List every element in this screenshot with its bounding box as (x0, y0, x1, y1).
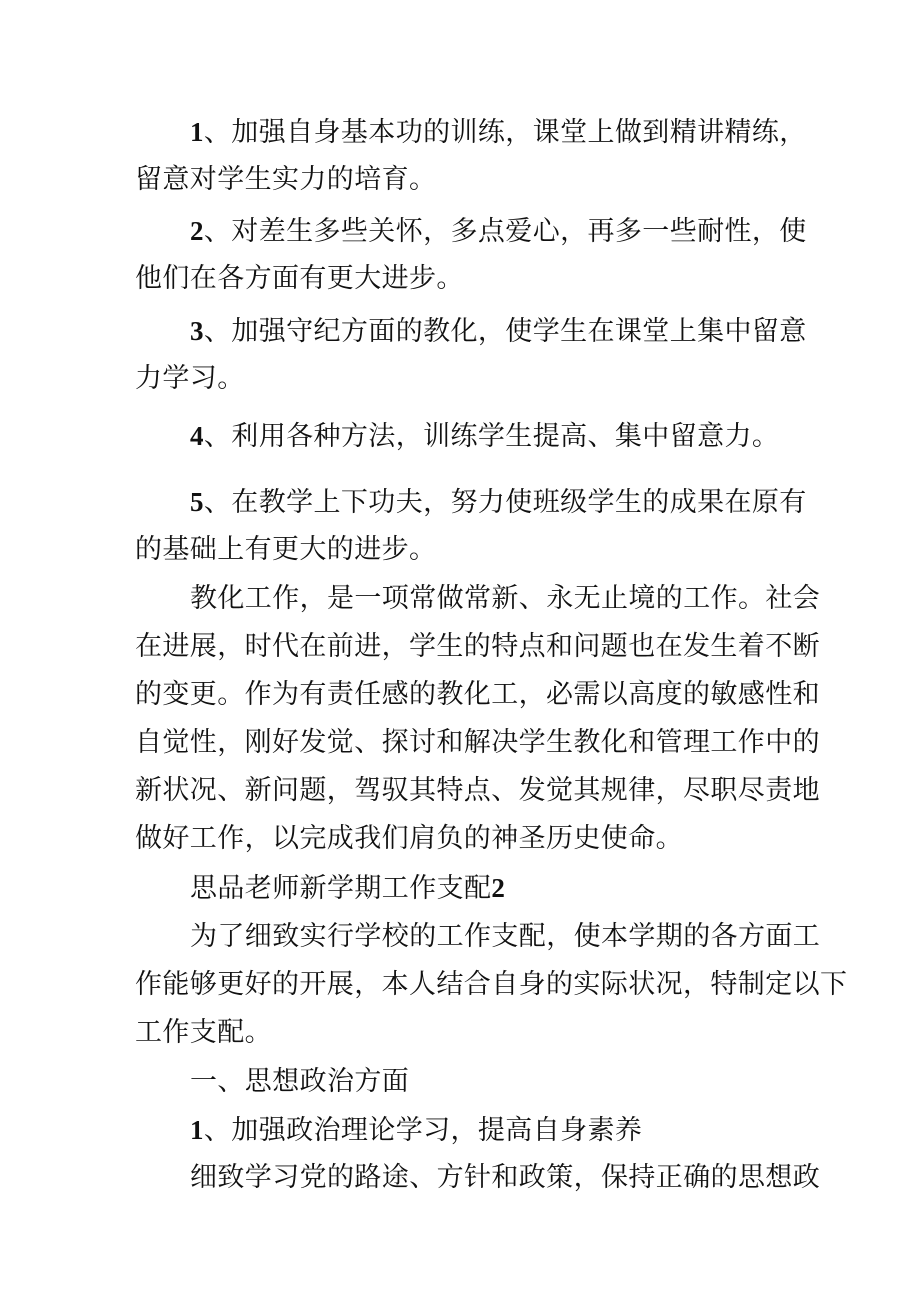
item-5-line-2: 的基础上有更大的进步。 (135, 534, 437, 565)
item-2-line-2: 他们在各方面有更大进步。 (135, 263, 464, 294)
item-4-number: 4 (190, 421, 204, 451)
item-4-text: 、利用各种方法，训练学生提高、集中留意力。 (203, 421, 780, 452)
item-2-line-1 (190, 215, 807, 248)
item-5-line-1 (190, 486, 807, 519)
section-title-number: 2 (491, 873, 506, 903)
conclusion-line-5: 新状况、新问题，驾驭其特点、发觉其规律，尽职尽责地 (135, 775, 820, 806)
conclusion-line-2: 在进展，时代在前进，学生的特点和问题也在发生着不断 (135, 631, 820, 662)
item-3-line-2: 力学习。 (135, 363, 245, 394)
item-1-line-2: 留意对学生实力的培育。 (135, 164, 437, 195)
item-2-text: 、对差生多些关怀，多点爱心，再多一些耐性，使 (203, 216, 807, 247)
item-3-number: 3 (190, 316, 204, 346)
item-4-line-1 (190, 420, 779, 453)
item-5-text: 、在教学上下功夫，努力使班级学生的成果在原有 (203, 487, 807, 518)
item-3-text: 、加强守纪方面的教化，使学生在课堂上集中留意 (203, 316, 807, 347)
item-2-number: 2 (190, 216, 204, 246)
last-paragraph-line-1: 细致学习党的路途、方针和政策，保持正确的思想政 (190, 1162, 821, 1193)
section-title-text: 思品老师新学期工作支配 (190, 873, 492, 904)
intro-line-3: 工作支配。 (135, 1017, 272, 1048)
intro-line-2: 作能够更好的开展，本人结合自身的实际状况，特制定以下 (135, 969, 848, 1000)
heading-political-thought: 一、思想政治方面 (190, 1066, 410, 1097)
conclusion-line-6: 做好工作，以完成我们肩负的神圣历史使命。 (135, 823, 683, 854)
section-title (190, 872, 505, 905)
sub-item-1-text: 、加强政治理论学习，提高自身素养 (203, 1115, 643, 1146)
item-1-text: 、加强自身基本功的训练，课堂上做到精讲精练， (203, 117, 807, 148)
conclusion-line-3: 的变更。作为有责任感的教化工，必需以高度的敏感性和 (135, 679, 820, 710)
conclusion-line-1: 教化工作，是一项常做常新、永无止境的工作。社会 (190, 583, 821, 614)
item-1-number: 1 (190, 117, 204, 147)
sub-item-1-number: 1 (190, 1115, 204, 1145)
intro-line-1: 为了细致实行学校的工作支配，使本学期的各方面工 (190, 921, 821, 952)
item-5-number: 5 (190, 487, 204, 517)
item-3-line-1 (190, 315, 807, 348)
conclusion-line-4: 自觉性，刚好发觉、探讨和解决学生教化和管理工作中的 (135, 727, 820, 758)
sub-item-1 (190, 1114, 642, 1147)
item-1-line-1 (190, 116, 807, 149)
